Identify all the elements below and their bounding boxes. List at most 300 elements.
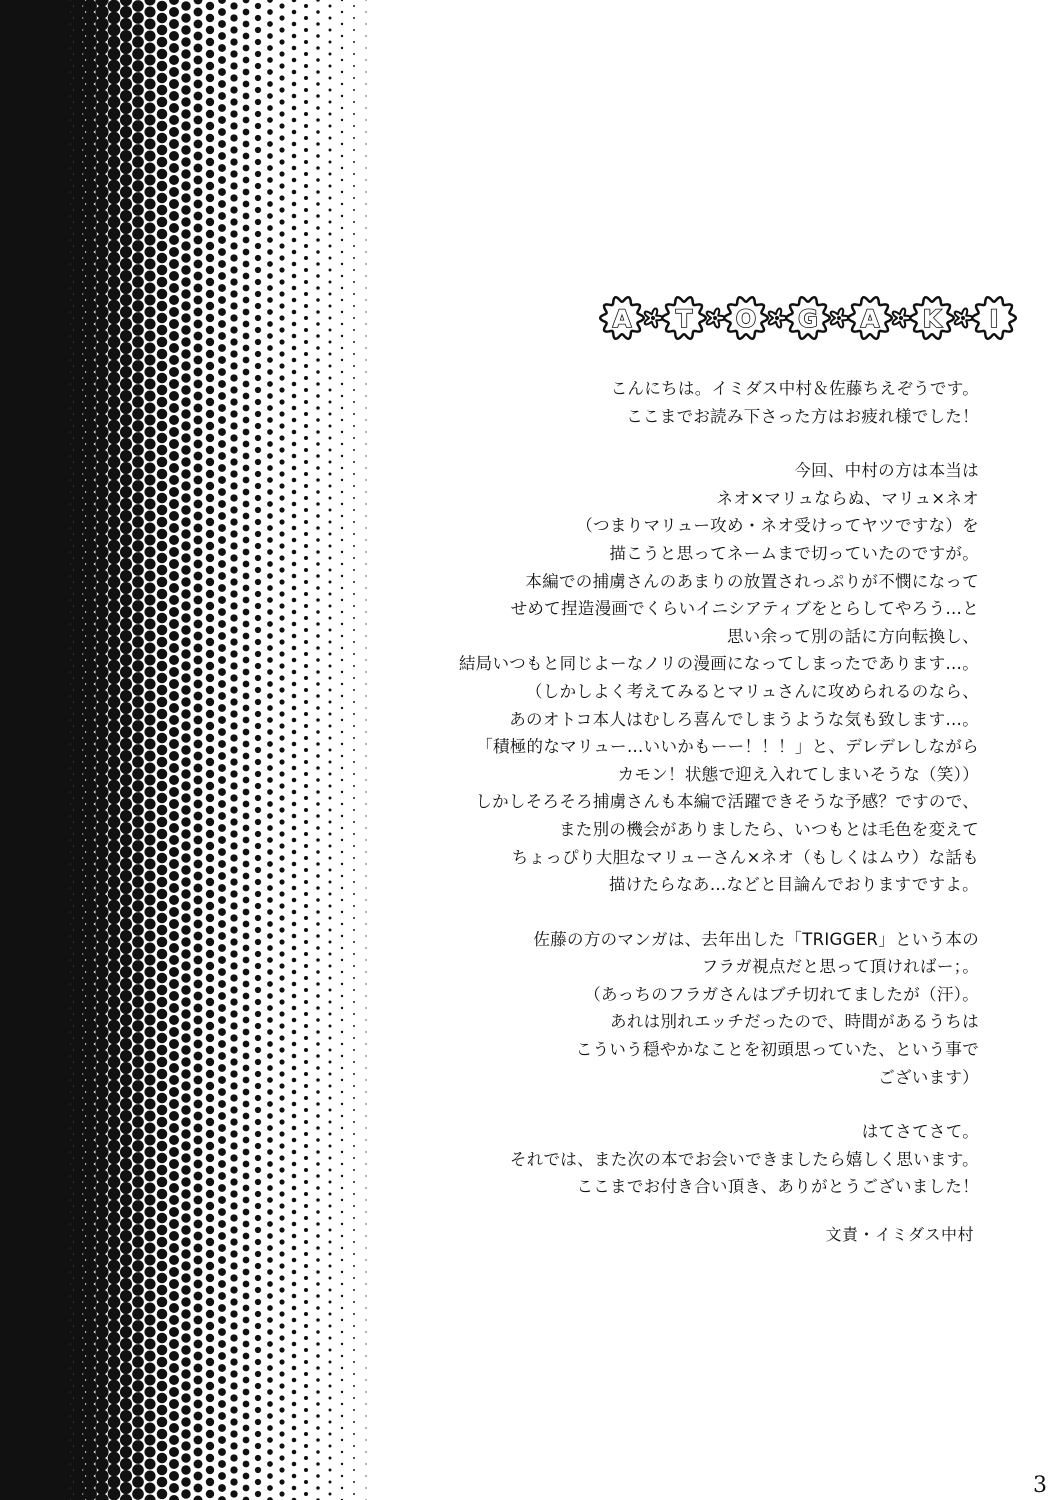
halftone-dot xyxy=(169,691,179,701)
halftone-dot xyxy=(292,1438,297,1443)
halftone-dot xyxy=(329,149,332,152)
halftone-dot xyxy=(243,1089,250,1096)
halftone-dot xyxy=(353,125,355,127)
halftone-dot xyxy=(230,278,237,285)
halftone-dot xyxy=(304,448,308,452)
halftone-dot xyxy=(83,275,97,289)
halftone-dot xyxy=(206,446,214,454)
halftone-dot xyxy=(230,290,237,297)
halftone-dot xyxy=(144,534,155,545)
halftone-dot xyxy=(304,1000,308,1004)
halftone-dot xyxy=(181,829,190,838)
halftone-dot xyxy=(329,77,332,80)
halftone-dot xyxy=(144,474,155,485)
halftone-dot xyxy=(157,625,168,636)
halftone-dot xyxy=(304,568,308,572)
halftone-dot xyxy=(132,468,144,480)
halftone-dot xyxy=(230,590,237,597)
halftone-dot xyxy=(169,619,179,629)
halftone-dot xyxy=(157,157,168,168)
halftone-dot xyxy=(243,1365,250,1372)
halftone-dot xyxy=(279,39,284,44)
halftone-dot xyxy=(95,1385,108,1398)
halftone-dot xyxy=(316,1210,320,1214)
halftone-dot xyxy=(230,1046,237,1053)
halftone-dot xyxy=(132,1452,144,1464)
halftone-dot xyxy=(83,0,97,13)
halftone-dot xyxy=(157,1225,168,1236)
halftone-dot xyxy=(206,710,214,718)
halftone-dot xyxy=(95,665,108,678)
halftone-dot xyxy=(83,491,97,505)
halftone-dot xyxy=(304,1012,308,1016)
halftone-dot xyxy=(95,1325,108,1338)
halftone-dot xyxy=(353,221,355,223)
halftone-dot xyxy=(329,689,332,692)
halftone-dot xyxy=(83,371,97,385)
halftone-dot xyxy=(365,71,366,72)
halftone-dot xyxy=(120,1494,132,1500)
halftone-dot xyxy=(329,1313,332,1316)
halftone-dot xyxy=(243,369,250,376)
halftone-dot xyxy=(279,351,284,356)
halftone-dot xyxy=(144,1086,155,1097)
halftone-dot xyxy=(132,744,144,756)
halftone-dot xyxy=(255,1155,261,1161)
halftone-dot xyxy=(279,27,284,32)
halftone-dot xyxy=(279,123,284,128)
halftone-dot xyxy=(157,1165,168,1176)
halftone-dot xyxy=(329,1409,332,1412)
title-letter: A xyxy=(612,305,632,333)
halftone-dot xyxy=(83,971,97,985)
halftone-dot xyxy=(206,1454,214,1462)
halftone-dot xyxy=(304,508,308,512)
halftone-dot xyxy=(95,809,108,822)
halftone-dot xyxy=(230,542,237,549)
halftone-dot xyxy=(83,179,97,193)
halftone-dot xyxy=(365,1379,366,1380)
halftone-dot xyxy=(316,946,320,950)
halftone-dot xyxy=(83,1367,97,1381)
halftone-dot xyxy=(243,117,250,124)
halftone-dot xyxy=(267,1437,273,1443)
halftone-dot xyxy=(267,393,273,399)
halftone-dot xyxy=(316,1114,320,1118)
halftone-dot xyxy=(120,1326,132,1338)
halftone-dot xyxy=(181,1405,190,1414)
halftone-dot xyxy=(95,281,108,294)
halftone-dot xyxy=(292,142,297,147)
halftone-dot xyxy=(132,732,144,744)
halftone-dot xyxy=(83,515,97,529)
halftone-dot xyxy=(157,1009,168,1020)
halftone-dot xyxy=(279,387,284,392)
halftone-dot xyxy=(95,1457,108,1470)
halftone-dot xyxy=(83,215,97,229)
halftone-dot xyxy=(304,364,308,368)
halftone-dot xyxy=(292,1354,297,1359)
halftone-dot xyxy=(132,180,144,192)
halftone-dot xyxy=(120,330,132,342)
halftone-dot xyxy=(304,892,308,896)
halftone-dot xyxy=(194,1316,203,1325)
halftone-dot xyxy=(279,999,284,1004)
halftone-dot xyxy=(292,106,297,111)
halftone-dot xyxy=(108,768,121,781)
halftone-dot xyxy=(316,0,320,2)
halftone-dot xyxy=(353,1253,355,1255)
halftone-dot xyxy=(218,140,226,148)
halftone-dot xyxy=(230,374,237,381)
halftone-dot xyxy=(267,117,273,123)
halftone-dot xyxy=(157,301,168,312)
halftone-dot xyxy=(279,315,284,320)
halftone-dot xyxy=(230,242,237,249)
halftone-dot xyxy=(95,305,108,318)
halftone-dot xyxy=(95,1433,108,1446)
halftone-dot xyxy=(194,872,203,881)
halftone-dot xyxy=(353,101,355,103)
halftone-dot xyxy=(194,1004,203,1013)
halftone-dot xyxy=(230,782,237,789)
halftone-dot xyxy=(230,530,237,537)
halftone-dot xyxy=(83,995,97,1009)
halftone-dot xyxy=(255,387,261,393)
halftone-dot xyxy=(206,1298,214,1306)
halftone-dot xyxy=(230,446,237,453)
halftone-dot xyxy=(341,1331,343,1333)
halftone-dot xyxy=(329,1169,332,1172)
halftone-dot xyxy=(181,613,190,622)
halftone-dot xyxy=(316,1222,320,1226)
halftone-dot xyxy=(255,651,261,657)
halftone-dot xyxy=(292,658,297,663)
halftone-dot xyxy=(157,1357,168,1368)
halftone-dot xyxy=(144,774,155,785)
halftone-dot xyxy=(218,248,226,256)
halftone-dot xyxy=(292,94,297,99)
halftone-dot xyxy=(108,1272,121,1285)
halftone-dot xyxy=(365,1295,366,1296)
halftone-dot xyxy=(316,550,320,554)
halftone-dot xyxy=(144,258,155,269)
halftone-dot xyxy=(267,0,273,3)
halftone-dot xyxy=(144,966,155,977)
halftone-dot xyxy=(194,1400,203,1409)
halftone-dot xyxy=(120,162,132,174)
halftone-dot xyxy=(169,1303,179,1313)
halftone-dot xyxy=(304,496,308,500)
halftone-dot xyxy=(243,357,250,364)
halftone-dot xyxy=(181,1441,190,1450)
halftone-dot xyxy=(120,1182,132,1194)
halftone-dot xyxy=(329,1421,332,1424)
halftone-dot xyxy=(255,903,261,909)
halftone-dot xyxy=(194,1472,203,1481)
halftone-dot xyxy=(304,1240,308,1244)
halftone-dot xyxy=(181,433,190,442)
halftone-dot xyxy=(132,204,144,216)
halftone-dot xyxy=(316,670,320,674)
halftone-dot xyxy=(83,239,97,253)
halftone-dot xyxy=(341,119,343,121)
halftone-dot xyxy=(230,1442,237,1449)
halftone-dot xyxy=(194,44,203,53)
halftone-dot xyxy=(169,1183,179,1193)
halftone-dot xyxy=(157,97,168,108)
halftone-dot xyxy=(316,346,320,350)
halftone-dot xyxy=(144,1446,155,1457)
halftone-dot xyxy=(365,1319,366,1320)
halftone-dot xyxy=(304,196,308,200)
halftone-dot xyxy=(120,1122,132,1134)
halftone-dot xyxy=(279,483,284,488)
halftone-dot xyxy=(120,438,132,450)
halftone-dot xyxy=(132,1428,144,1440)
flower-center xyxy=(651,316,655,320)
halftone-dot xyxy=(292,202,297,207)
halftone-dot xyxy=(230,422,237,429)
halftone-dot xyxy=(243,1269,250,1276)
halftone-dot xyxy=(316,34,320,38)
halftone-dot xyxy=(95,653,108,666)
halftone-dot xyxy=(108,180,121,193)
halftone-dot xyxy=(292,1330,297,1335)
halftone-dot xyxy=(267,1305,273,1311)
halftone-dot xyxy=(341,371,343,373)
halftone-dot xyxy=(144,186,155,197)
halftone-dot xyxy=(181,1369,190,1378)
halftone-dot xyxy=(83,35,97,49)
halftone-dot xyxy=(329,1025,332,1028)
halftone-dot xyxy=(206,626,214,634)
halftone-dot xyxy=(243,885,250,892)
halftone-dot xyxy=(181,1285,190,1294)
halftone-dot xyxy=(279,303,284,308)
halftone-dot xyxy=(267,1353,273,1359)
halftone-dot xyxy=(206,1214,214,1222)
halftone-dot xyxy=(95,581,108,594)
halftone-dot xyxy=(243,1377,250,1384)
halftone-dot xyxy=(194,1016,203,1025)
halftone-dot xyxy=(279,363,284,368)
halftone-dot xyxy=(83,1487,97,1500)
halftone-dot xyxy=(132,1488,144,1500)
halftone-dot xyxy=(230,974,237,981)
halftone-dot xyxy=(95,821,108,834)
halftone-dot xyxy=(267,921,273,927)
halftone-dot xyxy=(206,1406,214,1414)
halftone-dot xyxy=(206,410,214,418)
halftone-dot xyxy=(157,493,168,504)
halftone-dot xyxy=(304,844,308,848)
halftone-dot xyxy=(267,609,273,615)
halftone-dot xyxy=(267,1233,273,1239)
halftone-dot xyxy=(108,240,121,253)
halftone-dot xyxy=(255,339,261,345)
halftone-dot xyxy=(83,1043,97,1057)
halftone-dot xyxy=(206,1226,214,1234)
halftone-dot xyxy=(218,1400,226,1408)
paragraph xyxy=(339,1118,979,1201)
halftone-dot xyxy=(218,956,226,964)
halftone-dot xyxy=(279,915,284,920)
halftone-dot xyxy=(132,420,144,432)
halftone-dot xyxy=(132,876,144,888)
halftone-dot xyxy=(341,1235,343,1237)
halftone-dot xyxy=(230,962,237,969)
halftone-dot xyxy=(292,70,297,75)
halftone-dot xyxy=(194,524,203,533)
halftone-dot xyxy=(230,2,237,9)
halftone-dot xyxy=(206,458,214,466)
halftone-dot xyxy=(218,1196,226,1204)
halftone-dot xyxy=(95,569,108,582)
halftone-dot xyxy=(95,233,108,246)
halftone-dot xyxy=(181,853,190,862)
halftone-dot xyxy=(194,416,203,425)
halftone-dot xyxy=(95,257,108,270)
halftone-dot xyxy=(341,0,343,1)
halftone-dot xyxy=(95,737,108,750)
halftone-dot xyxy=(329,725,332,728)
halftone-dot xyxy=(157,325,168,336)
halftone-dot xyxy=(95,1421,108,1434)
halftone-dot xyxy=(120,1362,132,1374)
halftone-dot xyxy=(279,1455,284,1460)
halftone-dot xyxy=(157,49,168,60)
halftone-dot xyxy=(243,1341,250,1348)
halftone-dot xyxy=(144,1158,155,1169)
halftone-dot xyxy=(157,133,168,144)
halftone-dot xyxy=(181,1465,190,1474)
halftone-dot xyxy=(120,1470,132,1482)
halftone-dot xyxy=(206,698,214,706)
halftone-dot xyxy=(316,370,320,374)
halftone-dot xyxy=(279,855,284,860)
halftone-dot xyxy=(95,137,108,150)
halftone-dot xyxy=(206,1142,214,1150)
halftone-dot xyxy=(132,852,144,864)
halftone-dot xyxy=(194,1208,203,1217)
halftone-dot xyxy=(279,339,284,344)
halftone-dot xyxy=(329,377,332,380)
halftone-dot xyxy=(329,1277,332,1280)
halftone-dot xyxy=(292,706,297,711)
halftone-dot xyxy=(181,121,190,130)
halftone-dot xyxy=(304,472,308,476)
halftone-dot xyxy=(292,1066,297,1071)
halftone-dot xyxy=(132,984,144,996)
halftone-dot xyxy=(181,1345,190,1354)
halftone-dot xyxy=(169,1063,179,1073)
halftone-dot xyxy=(230,170,237,177)
halftone-dot xyxy=(365,155,366,156)
halftone-dot xyxy=(304,1072,308,1076)
halftone-dot xyxy=(230,410,237,417)
halftone-dot xyxy=(157,241,168,252)
halftone-dot xyxy=(243,165,250,172)
halftone-dot xyxy=(120,234,132,246)
halftone-dot xyxy=(83,383,97,397)
halftone-dot xyxy=(292,58,297,63)
halftone-dot xyxy=(243,141,250,148)
halftone-dot xyxy=(132,924,144,936)
halftone-dot xyxy=(169,31,179,41)
halftone-dot xyxy=(108,1260,121,1273)
halftone-dot xyxy=(255,1347,261,1353)
halftone-dot xyxy=(206,398,214,406)
halftone-dot xyxy=(169,1447,179,1457)
halftone-dot xyxy=(316,466,320,470)
halftone-dot xyxy=(83,1283,97,1297)
halftone-dot xyxy=(144,1494,155,1500)
halftone-dot xyxy=(243,993,250,1000)
halftone-dot xyxy=(316,1426,320,1430)
text-line: 本編での捕虜さんのあまりの放置されっぷりが不憫になって xyxy=(525,571,979,591)
halftone-dot xyxy=(144,654,155,665)
halftone-dot xyxy=(292,874,297,879)
halftone-dot xyxy=(206,62,214,70)
halftone-dot xyxy=(83,431,97,445)
halftone-dot xyxy=(132,36,144,48)
halftone-dot xyxy=(329,989,332,992)
halftone-dot xyxy=(243,1101,250,1108)
halftone-dot xyxy=(279,939,284,944)
halftone-dot xyxy=(255,183,261,189)
halftone-dot xyxy=(157,913,168,924)
halftone-dot xyxy=(206,1178,214,1186)
halftone-dot xyxy=(144,666,155,677)
halftone-dot xyxy=(292,622,297,627)
halftone-dot xyxy=(341,1343,343,1345)
halftone-dot xyxy=(194,968,203,977)
halftone-dot xyxy=(144,1326,155,1337)
halftone-dot xyxy=(181,1381,190,1390)
halftone-dot xyxy=(169,1003,179,1013)
halftone-dot xyxy=(218,596,226,604)
halftone-dot xyxy=(243,9,250,16)
halftone-dot xyxy=(230,758,237,765)
halftone-dot xyxy=(353,281,355,283)
halftone-dot xyxy=(292,1222,297,1227)
halftone-dot xyxy=(292,1378,297,1383)
halftone-dot xyxy=(267,21,273,27)
paragraph xyxy=(339,375,979,430)
halftone-dot xyxy=(329,713,332,716)
halftone-dot xyxy=(120,294,132,306)
halftone-dot xyxy=(365,287,366,288)
halftone-dot xyxy=(169,1243,179,1253)
halftone-dot xyxy=(365,143,366,144)
halftone-dot xyxy=(169,451,179,461)
halftone-dot xyxy=(292,634,297,639)
halftone-dot xyxy=(292,1306,297,1311)
halftone-dot xyxy=(255,795,261,801)
halftone-dot xyxy=(329,845,332,848)
halftone-dot xyxy=(304,1048,308,1052)
halftone-dot xyxy=(255,1491,261,1497)
halftone-dot xyxy=(108,672,121,685)
halftone-dot xyxy=(144,1254,155,1265)
halftone-dot xyxy=(230,1034,237,1041)
halftone-dot xyxy=(83,1439,97,1453)
halftone-dot xyxy=(292,394,297,399)
halftone-dot xyxy=(316,886,320,890)
halftone-dot xyxy=(255,147,261,153)
paragraph xyxy=(339,926,979,1092)
